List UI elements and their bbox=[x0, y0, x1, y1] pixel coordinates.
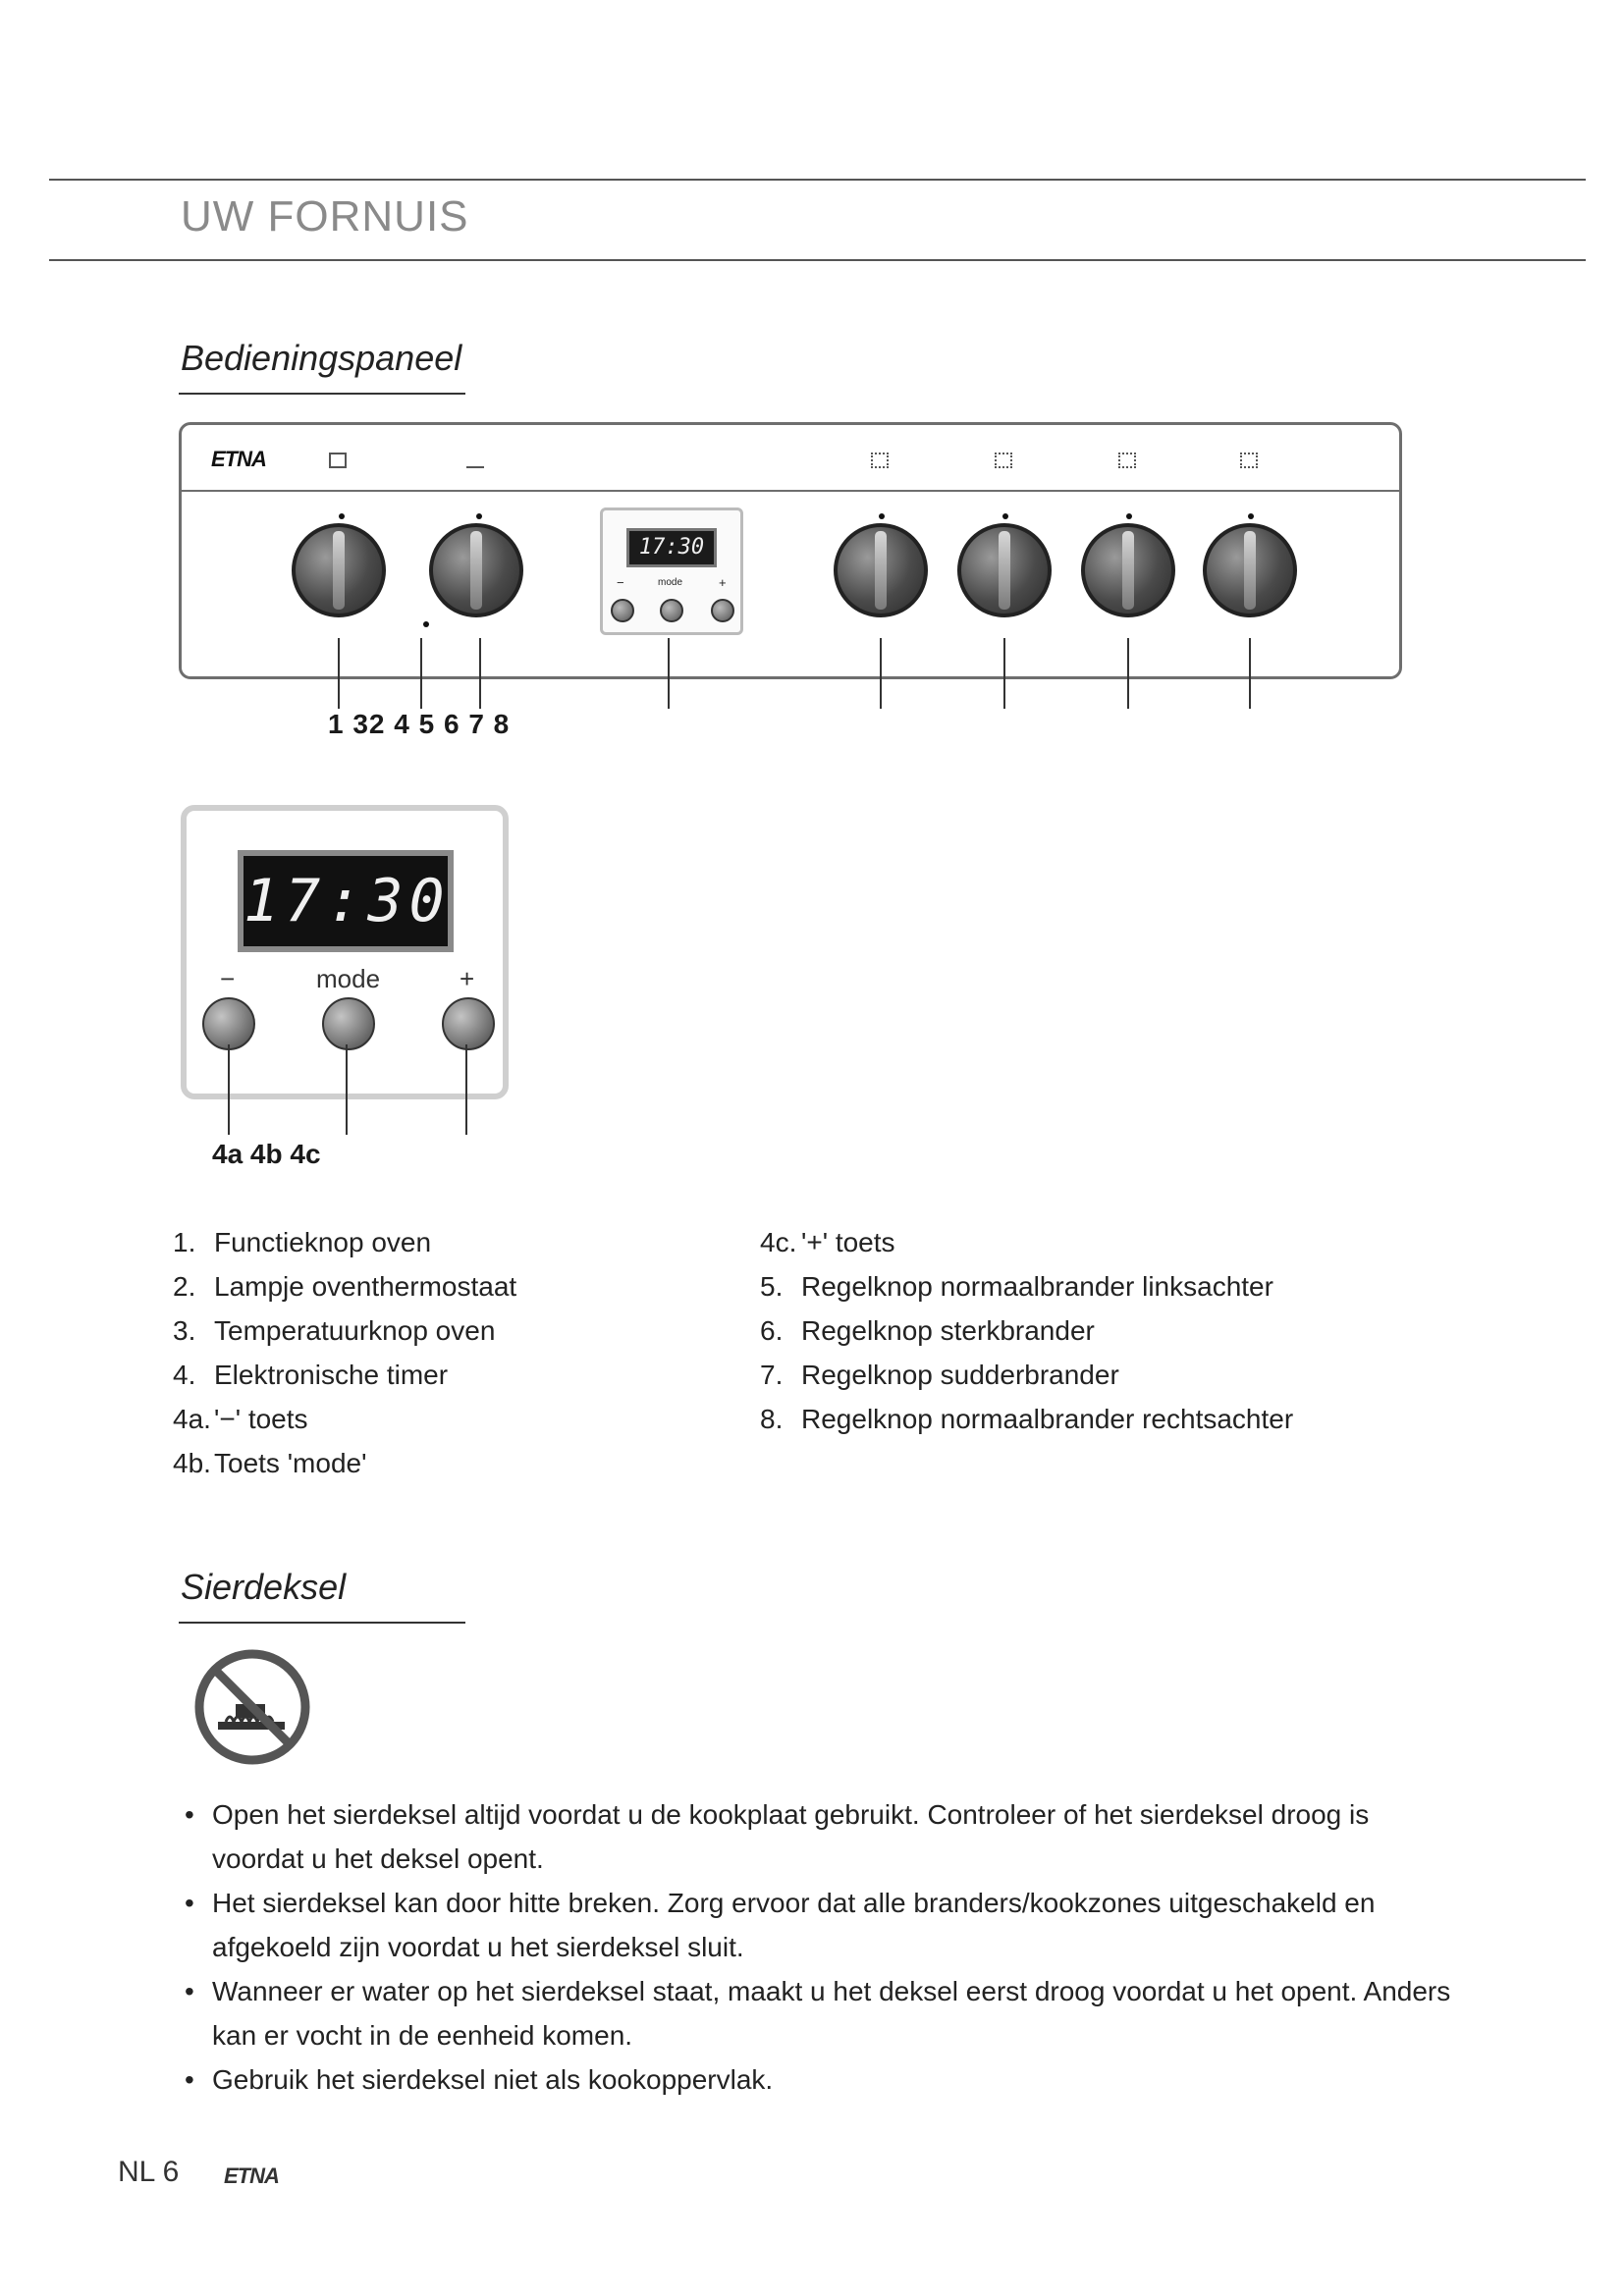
timer-mode-button bbox=[322, 997, 375, 1050]
legend-text: Temperatuurknop oven bbox=[214, 1315, 496, 1346]
legend-item bbox=[173, 1315, 495, 1347]
section-underline bbox=[179, 1622, 465, 1624]
knob-indicator-dot bbox=[1248, 513, 1254, 519]
legend-number: 8. bbox=[760, 1404, 784, 1434]
list-item-text: • Open het sierdeksel altijd voordat u de kookplaat gebruikt. Controleer of het sierdeksel droog is voordat u het deksel opent. bbox=[212, 1799, 1370, 1874]
burner-position-icon bbox=[1240, 453, 1258, 468]
legend-number: 7. bbox=[760, 1360, 784, 1390]
knob-indicator-dot bbox=[879, 513, 885, 519]
timer-plus-label: + bbox=[460, 964, 475, 993]
legend-text: Functieknop oven bbox=[214, 1227, 432, 1257]
panel-brand-logo: ETNA bbox=[211, 447, 266, 471]
legend-text: Elektronische timer bbox=[214, 1360, 449, 1390]
list-item-text: • Wanneer er water op het sierdeksel staat, maakt u het deksel eerst droog voordat u het opent. Anders kan er vocht in de eenheid komen. bbox=[212, 1976, 1451, 2051]
oven-function-knob bbox=[292, 523, 386, 617]
list-item bbox=[181, 1881, 1457, 1969]
list-item-text: • Gebruik het sierdeksel niet als kookoppervlak. bbox=[212, 2064, 774, 2095]
burner-knob-6 bbox=[957, 523, 1052, 617]
timer-display: 17:30 bbox=[238, 850, 454, 952]
burner-position-icon bbox=[871, 453, 889, 468]
knob-indicator-dot bbox=[1126, 513, 1132, 519]
callout-leader bbox=[1003, 638, 1005, 709]
legend-item bbox=[173, 1271, 516, 1303]
legend-text: Regelknop normaalbrander linksachter bbox=[801, 1271, 1273, 1302]
legend-number: 4b. bbox=[173, 1448, 211, 1478]
legend-number: 2. bbox=[173, 1271, 196, 1302]
legend-text: Toets 'mode' bbox=[214, 1448, 367, 1478]
mini-plus-label: + bbox=[719, 575, 727, 590]
control-panel-illustration bbox=[179, 422, 1402, 679]
timer-leader bbox=[228, 1044, 230, 1135]
legend-item bbox=[760, 1271, 1273, 1303]
mini-minus-label: − bbox=[617, 575, 624, 590]
section-title-bedieningspaneel: Bedieningspaneel bbox=[181, 338, 462, 378]
legend-number: 5. bbox=[760, 1271, 784, 1302]
list-item bbox=[181, 1792, 1457, 1881]
oven-temperature-knob bbox=[429, 523, 523, 617]
list-item-text: • Het sierdeksel kan door hitte breken. Zorg ervoor dat alle branders/kookzones uitgeschakeld en afgekoeld zijn voordat u het sierdeksel sluit. bbox=[212, 1888, 1376, 1962]
no-cooking-on-lid-icon bbox=[192, 1647, 312, 1767]
legend-number: 3. bbox=[173, 1315, 196, 1346]
page-number: NL 6 bbox=[118, 2156, 180, 2188]
mini-mode-label: mode bbox=[658, 577, 683, 588]
timer-plus-button bbox=[442, 997, 495, 1050]
legend-number: 4c. bbox=[760, 1227, 797, 1257]
timer-leader bbox=[465, 1044, 467, 1135]
callout-leader bbox=[1127, 638, 1129, 709]
legend-item bbox=[760, 1360, 1119, 1391]
legend-text: Regelknop sudderbrander bbox=[801, 1360, 1119, 1390]
knob-indicator-dot bbox=[476, 513, 482, 519]
oven-lamp-icon bbox=[329, 453, 347, 468]
section-underline bbox=[179, 393, 465, 395]
header-top-rule bbox=[49, 179, 1586, 181]
legend-text: Regelknop sterkbrander bbox=[801, 1315, 1095, 1346]
legend-item bbox=[760, 1404, 1293, 1435]
sierdeksel-instructions bbox=[181, 1792, 1457, 2102]
mini-timer bbox=[600, 507, 743, 635]
legend-item bbox=[173, 1448, 366, 1479]
legend-text: Lampje oventhermostaat bbox=[214, 1271, 517, 1302]
callout-leader bbox=[880, 638, 882, 709]
burner-knob-7 bbox=[1081, 523, 1175, 617]
panel-callout-numbers: 1 32 4 5 6 7 8 bbox=[328, 709, 511, 739]
legend-number: 4. bbox=[173, 1360, 196, 1390]
mini-mode-button bbox=[660, 599, 683, 622]
legend-item bbox=[173, 1404, 308, 1435]
section-title-sierdeksel: Sierdeksel bbox=[181, 1567, 347, 1607]
callout-leader bbox=[420, 638, 422, 709]
mini-timer-display: 17:30 bbox=[626, 528, 717, 567]
legend-item bbox=[760, 1315, 1095, 1347]
timer-minus-button bbox=[202, 997, 255, 1050]
timer-callout-labels: 4a 4b 4c bbox=[212, 1139, 321, 1169]
thermostat-lamp bbox=[423, 621, 429, 627]
legend-text: Regelknop normaalbrander rechtsachter bbox=[801, 1404, 1294, 1434]
legend-item bbox=[760, 1227, 895, 1258]
legend-number: 4a. bbox=[173, 1404, 211, 1434]
burner-position-icon bbox=[1118, 453, 1136, 468]
legend-number: 6. bbox=[760, 1315, 784, 1346]
timer-mode-label: mode bbox=[316, 964, 381, 993]
callout-leader bbox=[479, 638, 481, 709]
legend-text: '+' toets bbox=[801, 1227, 895, 1257]
panel-divider bbox=[182, 490, 1399, 492]
list-item bbox=[181, 1969, 1457, 2057]
legend-item bbox=[173, 1227, 431, 1258]
timer-detail-illustration bbox=[181, 805, 509, 1099]
thermostat-icon bbox=[466, 453, 484, 468]
callout-leader bbox=[338, 638, 340, 709]
page-title: UW FORNUIS bbox=[181, 192, 469, 240]
burner-position-icon bbox=[995, 453, 1012, 468]
footer-brand-logo: ETNA bbox=[224, 2163, 279, 2188]
list-item bbox=[181, 2057, 1457, 2102]
burner-knob-8 bbox=[1203, 523, 1297, 617]
legend-item bbox=[173, 1360, 448, 1391]
header-bottom-rule bbox=[49, 259, 1586, 261]
knob-indicator-dot bbox=[339, 513, 345, 519]
legend-number: 1. bbox=[173, 1227, 196, 1257]
timer-leader bbox=[346, 1044, 348, 1135]
burner-knob-5 bbox=[834, 523, 928, 617]
mini-minus-button bbox=[611, 599, 634, 622]
callout-leader bbox=[668, 638, 670, 709]
knob-indicator-dot bbox=[1002, 513, 1008, 519]
timer-minus-label: − bbox=[220, 964, 236, 993]
callout-leader bbox=[1249, 638, 1251, 709]
legend-text: '−' toets bbox=[214, 1404, 308, 1434]
mini-plus-button bbox=[711, 599, 734, 622]
